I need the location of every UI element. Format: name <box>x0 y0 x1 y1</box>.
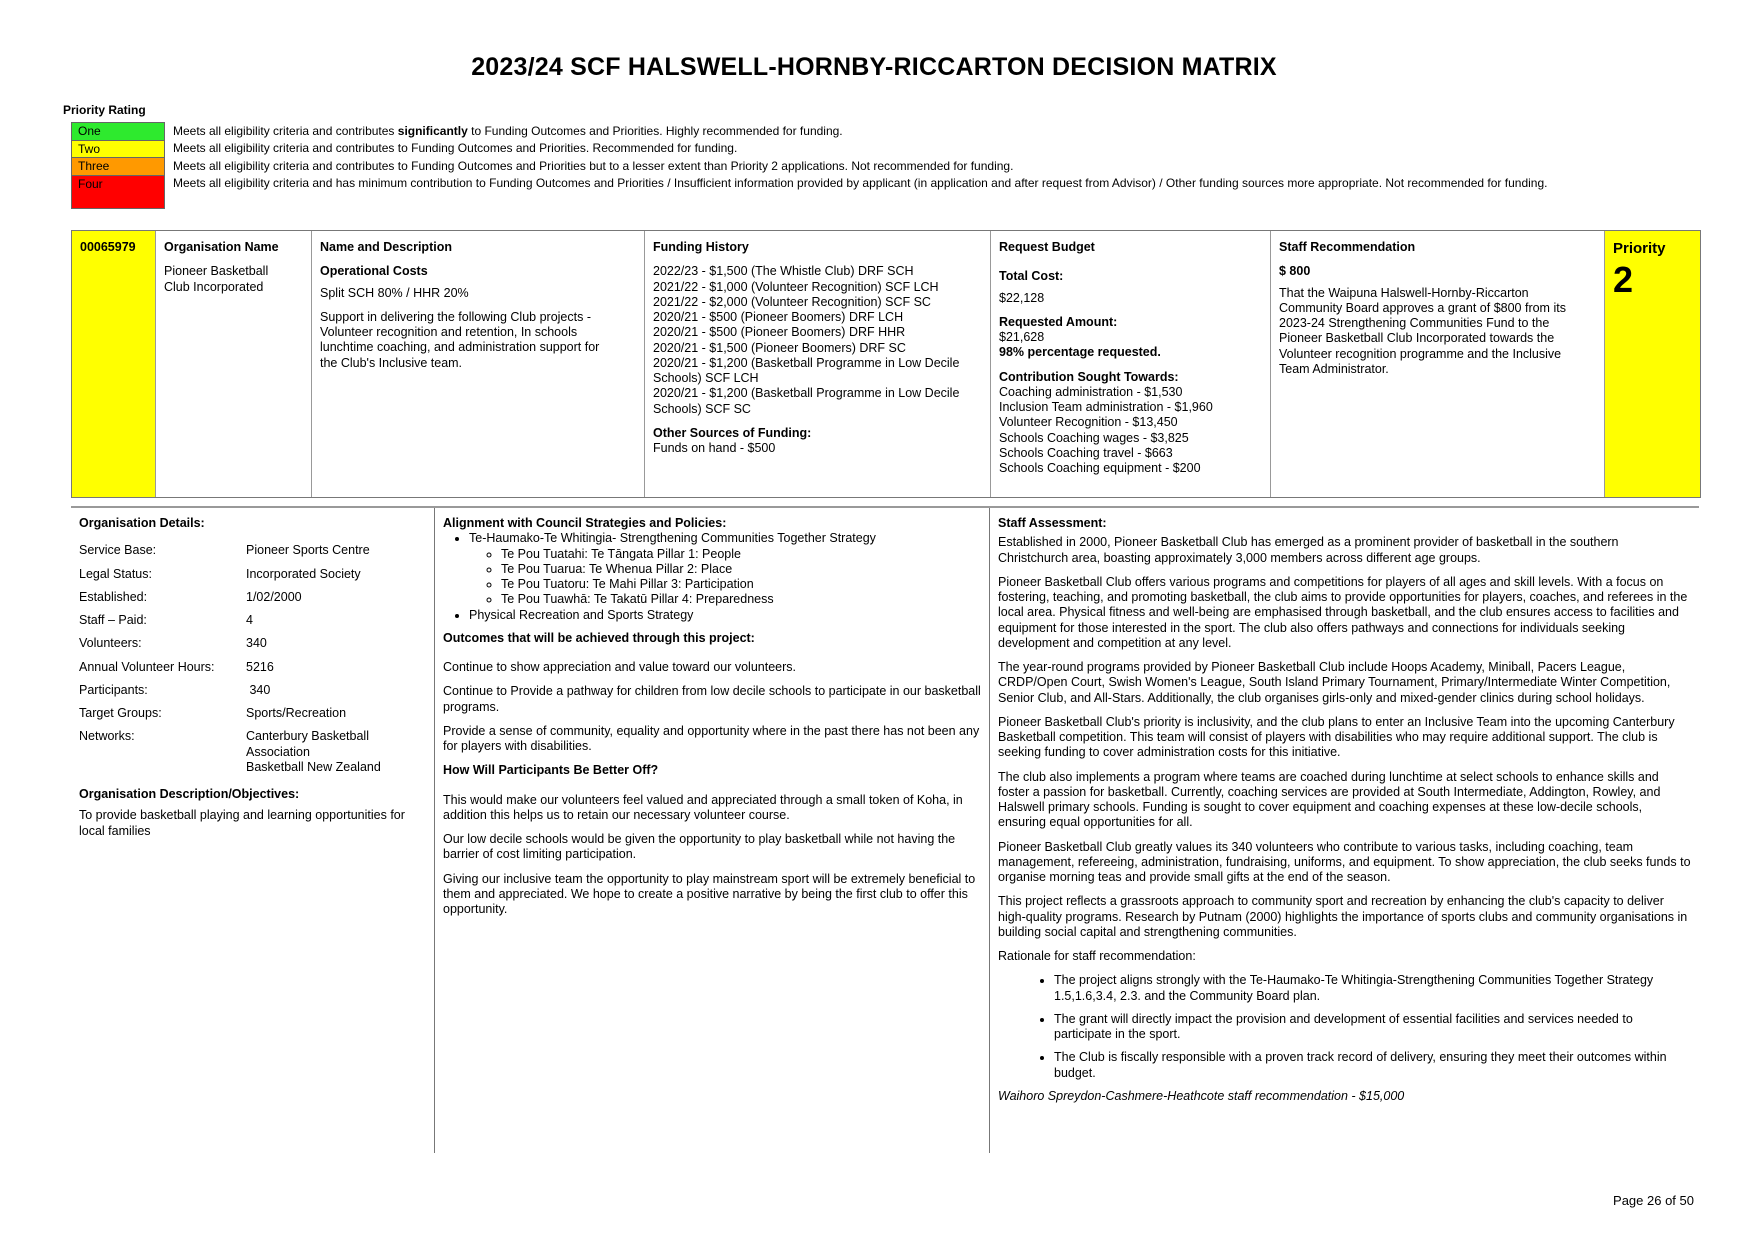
detail-row: Established: 1/02/2000 <box>79 589 302 604</box>
priority-legend-row <box>72 158 1734 176</box>
description-header: Name and Description <box>320 240 452 254</box>
rationale-header: Rationale for staff recommendation: <box>998 949 1196 963</box>
outcome-item: Continue to show appreciation and value toward our volunteers. <box>443 660 796 674</box>
detail-row: Participants: 340 <box>79 682 271 697</box>
objectives-text: To provide basketball playing and learning opportunities for local families <box>79 808 405 838</box>
funding-history-item: 2020/21 - $1,200 (Basketball Programme in Low Decile Schools) SCF LCH <box>653 355 960 385</box>
organisation-name-cell <box>156 231 312 497</box>
requested-percentage: 98% percentage requested. <box>999 345 1161 360</box>
funding-history-cell <box>645 231 991 497</box>
detail-row: Staff – Paid: 4 <box>79 613 253 627</box>
organisation-name: Pioneer Basketball Club Incorporated <box>164 264 269 294</box>
total-cost-label: Total Cost: <box>999 269 1064 284</box>
priority-rating-label: Priority Rating <box>63 103 146 117</box>
detail-row: Target Groups: Sports/Recreation <box>79 706 347 720</box>
application-id: 00065979 <box>80 240 136 254</box>
organisation-details-header: Organisation Details: <box>79 516 205 530</box>
contribution-item: Volunteer Recognition - $13,450 <box>999 415 1178 430</box>
outcome-item: Provide a sense of community, equality and opportunity where in the past there has not been any for players with disabilities. <box>443 723 980 753</box>
network-item: Canterbury Basketball <box>246 729 369 744</box>
objectives-header: Organisation Description/Objectives: <box>79 787 300 801</box>
priority-value: 2 <box>1613 259 1634 301</box>
network-item: Association <box>246 744 310 759</box>
request-budget-cell <box>991 231 1271 497</box>
rationale-item: • The Club is fiscally responsible with a proven track record of delivery, ensuring they meet their outcomes within budget. <box>1054 1050 1691 1081</box>
detail-row: Volunteers: 340 <box>79 636 267 651</box>
detail-row: Legal Status: Incorporated Society <box>79 566 361 581</box>
funding-history-item: 2020/21 - $500 (Pioneer Boomers) DRF LCH <box>653 310 904 324</box>
detail-row: Service Base: Pioneer Sports Centre <box>79 543 370 558</box>
assessment-paragraph: Pioneer Basketball Club offers various programs and competitions for players of all ages and skill levels. With a focus on fostering, teaching, and promoting basketball, the club aims to provide opportunities for players, coaches, and referees in the local area. Physical fitness and well-being are emphasised through basketball, and the club ensures access to facilities and equipment for those interested in the sport. The club also offers pathways and connections for individuals seeking development and competition at any level. <box>998 574 1688 650</box>
priority-cell <box>1605 231 1700 497</box>
contribution-item: Schools Coaching travel - $663 <box>999 445 1173 460</box>
assessment-paragraph: The year-round programs provided by Pioneer Basketball Club include Hoops Academy, Miniball, Pacers League, CRDP/Open Court, Swish Women's League, South Island Primary Tournament, Primary/Intermediate Winter Competition, Senior Club, and All-Stars. Additionally, the club organises girls-only and mixed-gender clinics during school holidays. <box>998 660 1671 705</box>
funding-history-header: Funding History <box>653 240 749 254</box>
other-sources: Funds on hand - $500 <box>653 441 776 455</box>
better-off-header: How Will Participants Be Better Off? <box>443 763 659 778</box>
funding-history-item: 2022/23 - $1,500 (The Whistle Club) DRF SCH <box>653 264 914 279</box>
contribution-header: Contribution Sought Towards: <box>999 369 1179 384</box>
assessment-paragraph: Established in 2000, Pioneer Basketball Club has emerged as a prominent provider of basketball in the southern Christchurch area, boasting approximately 3,000 members across different age groups. <box>998 535 1619 565</box>
better-off-item: This would make our volunteers feel valued and appreciated through a small token of Koha, in addition this helps us to retain our necessary volunteer course. <box>443 792 963 822</box>
other-sources-header: Other Sources of Funding: <box>653 425 812 440</box>
outcomes-header: Outcomes that will be achieved through this project: <box>443 630 755 645</box>
networks-row: Networks: Canterbury Basketball Association Basketball New Zealand <box>79 729 381 774</box>
contribution-item: Inclusion Team administration - $1,960 <box>999 400 1213 414</box>
application-id-cell <box>72 231 156 497</box>
outcome-item: Continue to Provide a pathway for children from low decile schools to participate in our basketball programs. <box>443 684 981 714</box>
detail-row: Annual Volunteer Hours: 5216 <box>79 659 274 674</box>
alignment-section <box>435 508 990 1153</box>
priority-desc-four: Meets all eligibility criteria and has minimum contribution to Funding Outcomes and Priorities / Insufficient information provided by applicant (in application and after request from Advisor) / Other funding sources more appropriate. Not recommended for funding. <box>173 176 1548 191</box>
strategy-list <box>443 531 981 623</box>
pillar-item: ◦ Te Pou Tuawhā: Te Takatū Pillar 4: Preparedness <box>501 592 981 607</box>
assessment-paragraph: This project reflects a grassroots approach to community sport and recreation by enhancing the club's capacity to deliver high-quality programs. Research by Putnam (2000) highlights the importance of sports clubs and community organisations in building social capital and strengthening communities. <box>998 894 1688 939</box>
priority-desc-two: Meets all eligibility criteria and contributes to Funding Outcomes and Priorities. Recommended for funding. <box>173 141 738 156</box>
staff-recommendation-footnote: Waihoro Spreydon-Cashmere-Heathcote staff recommendation - $15,000 <box>998 1088 1405 1103</box>
rationale-item: • The project aligns strongly with the Te-Haumako-Te Whitingia-Strengthening Communities Together Strategy 1.5,1.6,3.4, 2.3. and the Community Board plan. <box>1054 973 1691 1004</box>
contribution-item: Coaching administration - $1,530 <box>999 384 1183 399</box>
priority-swatch-one: One <box>72 123 165 141</box>
page-number: Page 26 of 50 <box>1613 1193 1694 1208</box>
request-budget-header: Request Budget <box>999 240 1095 254</box>
application-row <box>71 230 1701 498</box>
priority-legend <box>71 122 1734 209</box>
better-off-item: Giving our inclusive team the opportunity to play mainstream sport will be extremely beneficial to them and appreciated. We hope to create a positive narrative by being the first club to offer this opportunity. <box>443 871 976 916</box>
strategy-item: • Physical Recreation and Sports Strategy <box>469 608 981 623</box>
priority-swatch-three: Three <box>72 158 165 176</box>
pillar-item: ◦ Te Pou Tuarua: Te Whenua Pillar 2: Place <box>501 562 981 577</box>
page-title: 2023/24 SCF HALSWELL-HORNBY-RICCARTON DECISION MATRIX <box>471 53 1277 81</box>
pillar-item: ◦ Te Pou Tuatoru: Te Mahi Pillar 3: Participation <box>501 577 981 592</box>
staff-assessment-section <box>990 508 1699 1153</box>
organisation-name-header: Organisation Name <box>164 240 279 254</box>
alignment-header: Alignment with Council Strategies and Policies: <box>443 516 727 530</box>
funding-history-item: 2020/21 - $500 (Pioneer Boomers) DRF HHR <box>653 325 906 340</box>
assessment-paragraph: The club also implements a program where teams are coached during lunchtime at select schools to enhance skills and foster a passion for basketball. Currently, coaching services are provided at South Intermediate, Addington, Rowley, and Halswell primary schools. Funding is sought to cover equipment and coaching expenses at these low-decile schools, ensuring equal opportunities for all. <box>998 769 1661 830</box>
requested-amount-label: Requested Amount: <box>999 314 1118 329</box>
priority-legend-row <box>72 123 1734 141</box>
funding-history-item: 2020/21 - $1,500 (Pioneer Boomers) DRF SC <box>653 340 906 355</box>
assessment-paragraph: Pioneer Basketball Club greatly values its 340 volunteers who contribute to various tasks, including coaching, team management, refereeing, administration, fundraising, uniforms, and equipment. To show appreciation, the club seeks funds to organise morning teas and provide small gifts at the end of the season. <box>998 839 1691 884</box>
priority-legend-row <box>72 175 1734 208</box>
staff-assessment-header: Staff Assessment: <box>998 516 1107 530</box>
funding-history-item: 2021/22 - $1,000 (Volunteer Recognition) SCF LCH <box>653 279 939 294</box>
project-description: Support in delivering the following Club projects - Volunteer recognition and retention, In schools lunchtime coaching, and administration support for the Club's Inclusive team. <box>320 309 600 370</box>
pillar-item: ◦ Te Pou Tuatahi: Te Tāngata Pillar 1: People <box>501 547 981 562</box>
priority-desc-one: Meets all eligibility criteria and contributes significantly to Funding Outcomes and Priorities. Highly recommended for funding. <box>173 123 843 138</box>
project-split: Split SCH 80% / HHR 20% <box>320 285 469 300</box>
staff-recommendation-header: Staff Recommendation <box>1279 240 1416 254</box>
rationale-list <box>998 973 1691 1081</box>
priority-legend-row <box>72 140 1734 158</box>
staff-recommendation-cell <box>1271 231 1605 497</box>
details-row <box>71 506 1699 1153</box>
staff-recommendation-text: That the Waipuna Halswell-Hornby-Riccarton Community Board approves a grant of $800 from its 2023-24 Strengthening Communities Fund to the Pioneer Basketball Club Incorporated towards the Volunteer recognition programme and the Inclusive Team Administrator. <box>1279 285 1566 376</box>
assessment-paragraph: Pioneer Basketball Club's priority is inclusivity, and the club plans to enter an Inclusive Team into the upcoming Canterbury Basketball competition. This team will consist of players with disabilities who may require additional support. The club is seeking funding to cover administration costs for this initiative. <box>998 714 1675 760</box>
organisation-details-section <box>71 508 435 1153</box>
priority-swatch-two: Two <box>72 140 165 158</box>
description-cell <box>312 231 645 497</box>
total-cost: $22,128 <box>999 290 1045 305</box>
rationale-item: • The grant will directly impact the provision and development of essential facilities and services needed to participate in the sport. <box>1054 1012 1691 1043</box>
strategy-item: • Te-Haumako-Te Whitingia- Strengthening Communities Together Strategy ◦ Te Pou Tuatahi: Te Tāngata Pillar 1: People ◦ Te Pou Tuarua: Te Whenua Pillar 2: Place ◦ Te Pou Tuatoru: Te Mahi Pillar 3: Participation ◦ Te Pou Tuawhā: Te Takatū Pillar 4: Preparedness <box>469 531 981 607</box>
priority-header: Priority <box>1613 240 1666 257</box>
contribution-item: Schools Coaching equipment - $200 <box>999 461 1201 475</box>
project-name: Operational Costs <box>320 264 428 279</box>
contribution-item: Schools Coaching wages - $3,825 <box>999 430 1189 445</box>
priority-swatch-four: Four <box>72 175 165 208</box>
network-item: Basketball New Zealand <box>246 759 381 774</box>
priority-desc-three: Meets all eligibility criteria and contributes to Funding Outcomes and Priorities but to a lesser extent than Priority 2 applications. Not recommended for funding. <box>173 158 1014 173</box>
pillar-list <box>469 547 981 608</box>
funding-history-item: 2021/22 - $2,000 (Volunteer Recognition) SCF SC <box>653 294 931 309</box>
requested-amount: $21,628 <box>999 330 1045 344</box>
staff-recommendation-amount: $ 800 <box>1279 264 1311 279</box>
funding-history-item: 2020/21 - $1,200 (Basketball Programme in Low Decile Schools) SCF SC <box>653 386 960 416</box>
better-off-item: Our low decile schools would be given the opportunity to play basketball while not having the barrier of cost limiting participation. <box>443 832 956 862</box>
